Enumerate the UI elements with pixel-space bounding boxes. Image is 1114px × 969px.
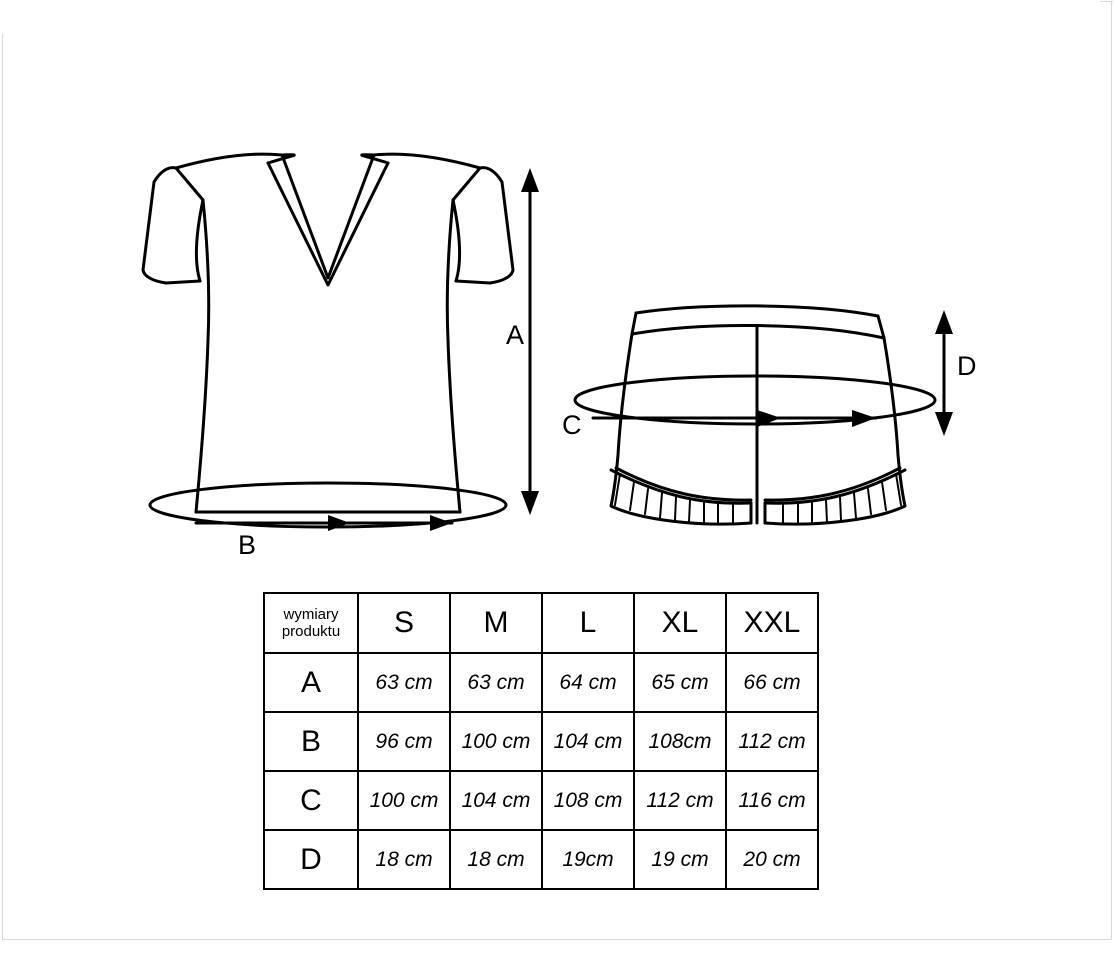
row-label-c: C: [264, 771, 358, 830]
cell-b-xxl: 112 cm: [726, 712, 818, 771]
dimension-label-a: A: [506, 320, 525, 350]
table-row: [264, 771, 818, 830]
cell-b-l: 104 cm: [542, 712, 634, 771]
table-corner-header: [264, 593, 358, 653]
table-row: [264, 830, 818, 889]
tshirt-drawing: [143, 154, 513, 527]
row-label-a: A: [264, 653, 358, 712]
size-header-s: S: [358, 593, 450, 653]
cell-c-xxl: 116 cm: [726, 771, 818, 830]
table-header-row: [264, 593, 818, 653]
corner-header-line1: wymiary: [283, 605, 339, 623]
cell-c-m: 104 cm: [450, 771, 542, 830]
cell-c-xl: 112 cm: [634, 771, 726, 830]
cell-a-l: 64 cm: [542, 653, 634, 712]
size-header-m: M: [450, 593, 542, 653]
cell-c-l: 108 cm: [542, 771, 634, 830]
corner-header-line2: produktu: [281, 623, 341, 640]
size-header-xxl: XXL: [726, 593, 818, 653]
size-table: [263, 592, 819, 890]
table-row: [264, 653, 818, 712]
cell-b-m: 100 cm: [450, 712, 542, 771]
cell-a-xl: 65 cm: [634, 653, 726, 712]
cell-d-s: 18 cm: [358, 830, 450, 889]
dimension-label-c: C: [562, 410, 582, 440]
row-label-d: D: [264, 830, 358, 889]
cell-c-s: 100 cm: [358, 771, 450, 830]
shorts-drawing: [575, 306, 935, 524]
size-header-xl: XL: [634, 593, 726, 653]
size-header-l: L: [542, 593, 634, 653]
table-row: [264, 712, 818, 771]
dimension-b-arrow: [196, 515, 452, 531]
cell-d-xl: 19 cm: [634, 830, 726, 889]
cell-b-xl: 108cm: [634, 712, 726, 771]
dimension-d-arrow: [935, 310, 953, 436]
cell-b-s: 96 cm: [358, 712, 450, 771]
cell-a-xxl: 66 cm: [726, 653, 818, 712]
row-label-b: B: [264, 712, 358, 771]
dimension-label-b: B: [238, 530, 257, 560]
cell-a-m: 63 cm: [450, 653, 542, 712]
cell-d-l: 19cm: [542, 830, 634, 889]
cell-d-m: 18 cm: [450, 830, 542, 889]
dimension-label-d: D: [957, 351, 977, 381]
cell-a-s: 63 cm: [358, 653, 450, 712]
frame-line-bottom: [2, 939, 1112, 940]
cell-d-xxl: 20 cm: [726, 830, 818, 889]
